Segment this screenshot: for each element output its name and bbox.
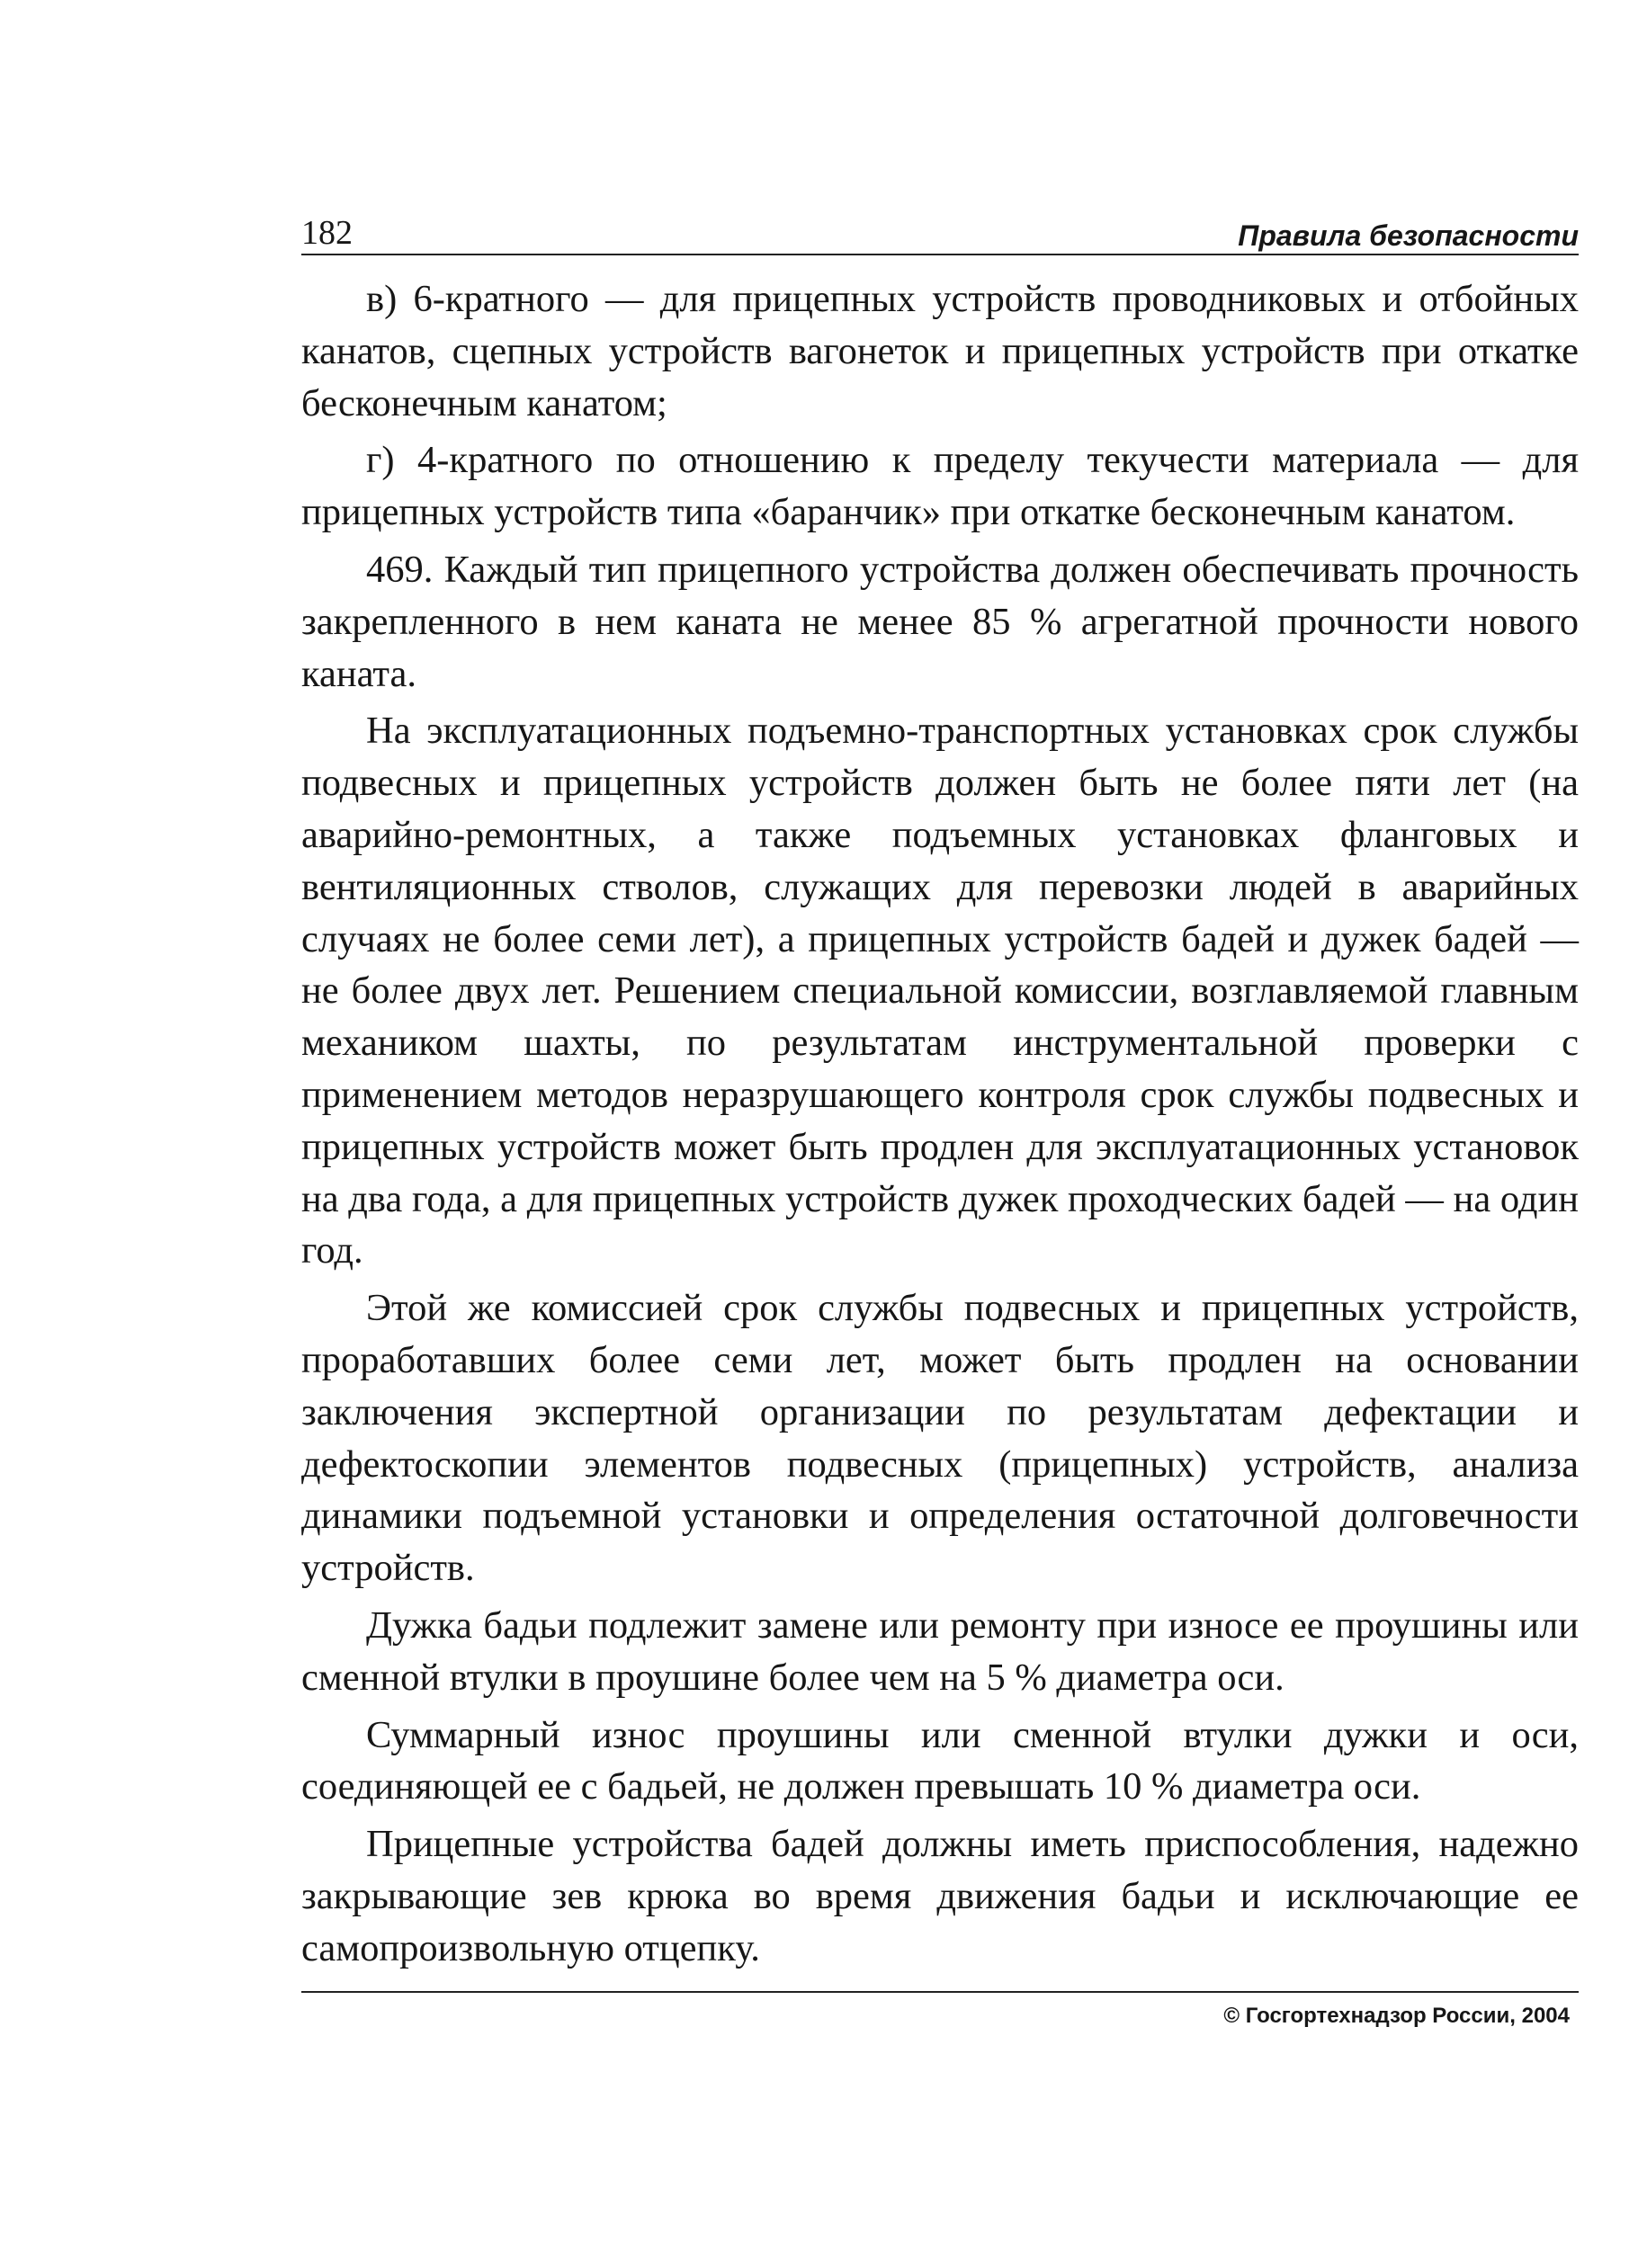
page-header <box>301 207 1579 255</box>
paragraph-bail-wear: Дужка бадьи подлежит замене или ремонту при износе ее проушины или сменной втулки в проушине более чем на 5 % диаметра оси. <box>301 1603 1579 1699</box>
paragraph-hook-closure: Прицепные устройства бадей должны иметь приспособления, надежно закрывающие зев крюка во время движения бадьи и исключающие ее самопроизвольную отцепку. <box>301 1823 1579 1969</box>
paragraph-total-wear: Суммарный износ проушины или сменной втулки дужки и оси, соединяющей ее с бадьей, не должен превышать 10 % диаметра оси. <box>301 1713 1579 1808</box>
paragraph-extension: Этой же комиссией срок службы подвесных и прицепных устройств, проработавших более семи лет, может быть продлен на основании заключения экспертной организации по результатам дефектации и дефектоскопии элементов подвесных (прицепных) устройств, анализа динамики подъемной установки и определения остаточной долговечности устройств. <box>301 1287 1579 1590</box>
document-page <box>301 207 1579 2027</box>
body-text <box>301 273 1579 1975</box>
copyright-notice: © Госгортехнадзор России, 2004 <box>1223 2003 1570 2028</box>
paragraph-item-v: в) 6-кратного — для прицепных устройств проводниковых и отбойных канатов, сцепных устройств вагонеток и прицепных устройств при откатке бесконечным канатом; <box>301 278 1579 424</box>
paragraph-service-life: На эксплуатационных подъемно-транспортных установках срок службы подвесных и прицепных устройств должен быть не более пяти лет (на аварийно-ремонтных, а также подъемных установках фланговых и вентиляционных стволов, служащих для перевозки людей в аварийных случаях не более семи лет), а прицепных устройств бадей и дужек бадей — не более двух лет. Решением специальной комиссии, возглавляемой главным механиком шахты, по результатам инструментальной проверки с применением методов неразрушающего контроля срок службы подвесных и прицепных устройств может быть продлен для эксплуатационных установок на два года, а для прицепных устройств дужек проходческих бадей — на один год. <box>301 710 1579 1272</box>
paragraph-item-g: г) 4-кратного по отношению к пределу текучести материала — для прицепных устройств типа «баранчик» при откатке бесконечным канатом. <box>301 439 1579 534</box>
page-number: 182 <box>301 214 353 252</box>
running-title: Правила безопасности <box>1238 219 1579 252</box>
footer-divider <box>301 1991 1579 1993</box>
paragraph-469: 469. Каждый тип прицепного устройства должен обеспечивать прочность закрепленного в нем каната не менее 85 % агрегатной прочности нового каната. <box>301 548 1579 695</box>
